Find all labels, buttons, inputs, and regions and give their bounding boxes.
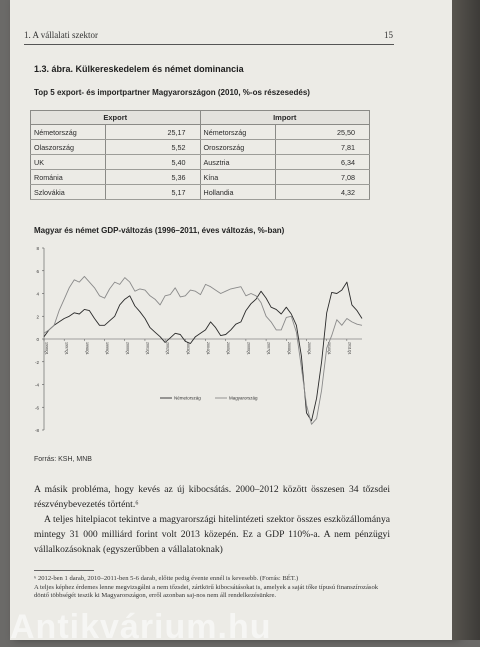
x-tick-label: 2000Q1 bbox=[125, 342, 130, 355]
x-tick-label: 2011Q1 bbox=[347, 342, 352, 355]
y-tick-label: 8 bbox=[36, 246, 39, 251]
export-value: 5,36 bbox=[106, 170, 201, 185]
import-value: 6,34 bbox=[275, 155, 370, 170]
table-row bbox=[31, 125, 370, 140]
y-tick-label: -6 bbox=[34, 405, 39, 411]
y-tick-label: -8 bbox=[34, 428, 39, 433]
footnote-line: ⁶ 2012-ben 1 darab, 2010–2011-ben 5-6 darab, előtte pedig évente ennél is kevesebb. (Forrás: BÉT.) bbox=[34, 575, 299, 582]
running-title: 1. A vállalati szektor bbox=[24, 30, 98, 40]
y-tick-label: 2 bbox=[36, 314, 39, 320]
x-tick-label: 2003Q1 bbox=[185, 342, 190, 355]
export-value: 5,17 bbox=[106, 185, 201, 200]
import-country: Oroszország bbox=[200, 140, 275, 155]
export-country: UK bbox=[31, 155, 106, 170]
x-tick-label: 2008Q1 bbox=[286, 342, 291, 355]
x-tick-label: 2007Q1 bbox=[266, 342, 271, 355]
y-tick-label: 6 bbox=[36, 268, 39, 274]
x-tick-label: 2002Q1 bbox=[165, 342, 170, 355]
gdp-line-chart bbox=[30, 240, 370, 440]
y-tick-label: 4 bbox=[36, 291, 39, 297]
page-edge-shadow bbox=[452, 0, 480, 640]
export-country: Németország bbox=[31, 125, 106, 140]
import-country: Kína bbox=[200, 170, 275, 185]
x-tick-label: 2001Q1 bbox=[145, 342, 150, 355]
footnote bbox=[34, 575, 392, 601]
import-value: 4,32 bbox=[275, 185, 370, 200]
legend-label: Németország bbox=[174, 395, 201, 401]
x-tick-label: 1998Q1 bbox=[84, 342, 89, 355]
export-value: 5,52 bbox=[106, 140, 201, 155]
export-value: 5,40 bbox=[106, 155, 201, 170]
table-title: Top 5 export- és importpartner Magyarországon (2010, %-os részesedés) bbox=[34, 88, 310, 97]
x-tick-label: 2005Q1 bbox=[226, 342, 231, 355]
import-country: Németország bbox=[200, 125, 275, 140]
import-value: 7,08 bbox=[275, 170, 370, 185]
y-tick-label: -2 bbox=[34, 359, 39, 365]
legend-label: Magyarország bbox=[229, 395, 258, 401]
x-tick-label: 2006Q1 bbox=[246, 342, 251, 355]
figure-title: 1.3. ábra. Külkereskedelem és német dominancia bbox=[34, 64, 244, 74]
x-tick-label: 2010Q1 bbox=[327, 342, 332, 355]
footnote-line: A teljes képhez érdemes lenne megvizsgálni a nem tőzsdei, zártkörű kibocsátásokat is, amelyek a saját tőke típusú finanszírozások döntő többségét teszik ki Magyarországon, erről azonban saj-nos nem áll rendelkezésünkre. bbox=[34, 583, 379, 600]
table-row bbox=[31, 185, 370, 200]
body-text bbox=[34, 482, 390, 557]
paragraph: A teljes hitelpiacot tekintve a magyarországi hitelintézeti szektor összes eszközállománya mintegy 31 000 milliárd forint volt 2013 közepén. Ez a GDP 110%-a. A nem pénzügyi vállalkozásoknak (egyszerűbben a vállalatoknak) bbox=[34, 514, 390, 555]
footnote-rule bbox=[34, 570, 94, 571]
export-country: Románia bbox=[31, 170, 106, 185]
import-header: Import bbox=[200, 111, 370, 125]
x-tick-label: 2004Q1 bbox=[206, 342, 211, 355]
table-row bbox=[31, 140, 370, 155]
page-number: 15 bbox=[384, 30, 393, 40]
export-country: Szlovákia bbox=[31, 185, 106, 200]
import-value: 7,81 bbox=[275, 140, 370, 155]
watermark: Antikvárium.hu bbox=[10, 608, 272, 646]
series-line-0 bbox=[44, 282, 362, 421]
x-tick-label: 1996Q1 bbox=[44, 342, 49, 355]
chart-title: Magyar és német GDP-változás (1996–2011, éves változás, %-ban) bbox=[34, 226, 285, 235]
table-row bbox=[31, 155, 370, 170]
y-tick-label: -4 bbox=[34, 382, 39, 388]
x-tick-label: 1997Q1 bbox=[64, 342, 69, 355]
x-tick-label: 1999Q1 bbox=[105, 342, 110, 355]
import-country: Ausztria bbox=[200, 155, 275, 170]
table-row bbox=[31, 170, 370, 185]
paragraph: A másik probléma, hogy kevés az új kibocsátás. 2000–2012 között összesen 34 tőzsdei részvénybevezetés történt.⁶ bbox=[34, 484, 390, 510]
series-line-1 bbox=[44, 276, 362, 424]
export-value: 25,17 bbox=[106, 125, 201, 140]
y-tick-label: 0 bbox=[36, 337, 39, 342]
import-country: Hollandia bbox=[200, 185, 275, 200]
source-note: Forrás: KSH, MNB bbox=[34, 456, 92, 463]
x-tick-label: 2009Q1 bbox=[306, 342, 311, 355]
export-header: Export bbox=[31, 111, 201, 125]
trade-partner-table bbox=[30, 110, 370, 200]
header-rule bbox=[24, 44, 394, 45]
export-country: Olaszország bbox=[31, 140, 106, 155]
import-value: 25,50 bbox=[275, 125, 370, 140]
